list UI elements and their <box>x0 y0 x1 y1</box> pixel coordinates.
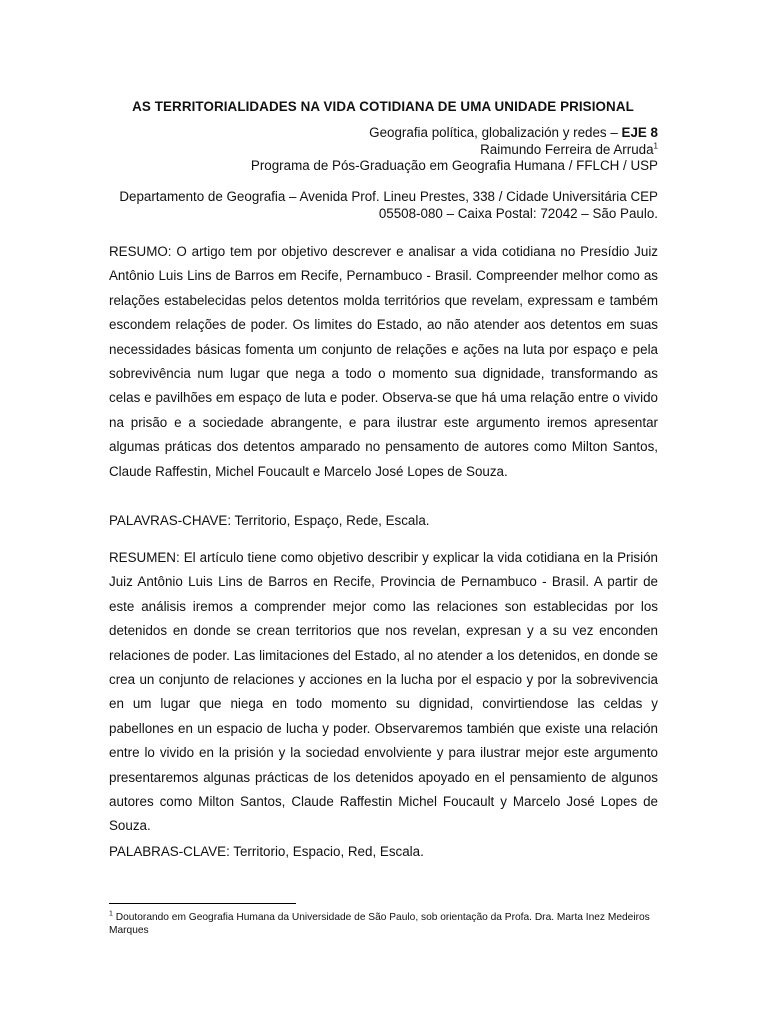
event-code: EJE 8 <box>621 125 658 140</box>
paper-title: AS TERRITORIALIDADES NA VIDA COTIDIANA DE UMA UNIDADE PRISIONAL <box>132 99 634 114</box>
footnote-mark: 1 <box>109 910 113 918</box>
keywords-spanish: PALABRAS-CLAVE: Territorio, Espacio, Red, Escala. <box>109 844 424 859</box>
keywords-portuguese: PALAVRAS-CHAVE: Territorio, Espaço, Rede, Escala. <box>109 513 430 528</box>
abstract-portuguese: RESUMO: O artigo tem por objetivo descrever e analisar a vida cotidiana no Presídio Juiz Antônio Luis Lins de Barros em Recife, Pernambuco - Brasil. Compreender melhor como as relações estabelecidas pelos detentos molda territórios que revelam, expressam e também escondem relações de poder. Os limites do Estado, ao não atender aos detentos em suas necessidades básicas fomenta um conjunto de relações e ações na luta por espaço e pela sobrevivência num lugar que nega a todo o momento sua dignidade, transformando as celas e pavilhões em espaço de luta e poder. Observa-se que há uma relação entre o vivido na prisão e a sociedade abrangente, e para ilustrar este argumento iremos apresentar algumas práticas dos detentos amparado no pensamento de autores como Milton Santos, Claude Raffestin, Michel Foucault e Marcelo José Lopes de Souza. <box>109 244 658 479</box>
footnote-divider <box>109 903 296 904</box>
affiliation-line-2: 05508-080 – Caixa Postal: 72042 – São Paulo. <box>378 206 658 221</box>
affiliation-line-1: Departamento de Geografia – Avenida Prof. Lineu Prestes, 338 / Cidade Universitária CEP <box>119 189 658 204</box>
affiliation <box>98 188 658 222</box>
author-footnote-mark: 1 <box>653 141 658 151</box>
abstract-spanish: RESUMEN: El artículo tiene como objetivo describir y explicar la vida cotidiana en la Prisión Juiz Antônio Luis Lins de Barros en Recife, Provincia de Pernambuco - Brasil. A partir de este análisis iremos a comprender mejor como las relaciones son establecidas por los detenidos en donde se crean territorios que nos revelan, expresan y a su vez enconden relaciones de poder. Las limitaciones del Estado, al no atender a los detenidos, en donde se crea un conjunto de relaciones y acciones en la lucha por el espacio y por la sobrevivencia en um lugar que niega en todo momento su dignidad, convirtiendose las celdas y pabellones en un espacio de lucha y poder. Observaremos también que existe una relación entre lo vivido en la prisión y la sociedad envolviente y para ilustrar mejor este argumento presentaremos algunas prácticas de los detenidos apoyado en el pensamiento de algunos autores como Milton Santos, Claude Raffestin Michel Foucault y Marcelo José Lopes de Souza. <box>109 550 658 834</box>
event-prefix: Geografia política, globalización y redes – <box>369 125 622 140</box>
program-line: Programa de Pós-Graduação em Geografia Humana / FFLCH / USP <box>250 158 658 173</box>
event-line <box>98 125 658 142</box>
footnote <box>109 911 658 937</box>
author-name: Raimundo Ferreira de Arruda <box>480 141 654 157</box>
author-line <box>98 142 658 159</box>
footnote-text: Doutorando em Geografia Humana da Universidade de São Paulo, sob orientação da Profa. Dra. Marta Inez Medeiros Marques <box>109 912 650 936</box>
paper-meta <box>98 125 658 175</box>
